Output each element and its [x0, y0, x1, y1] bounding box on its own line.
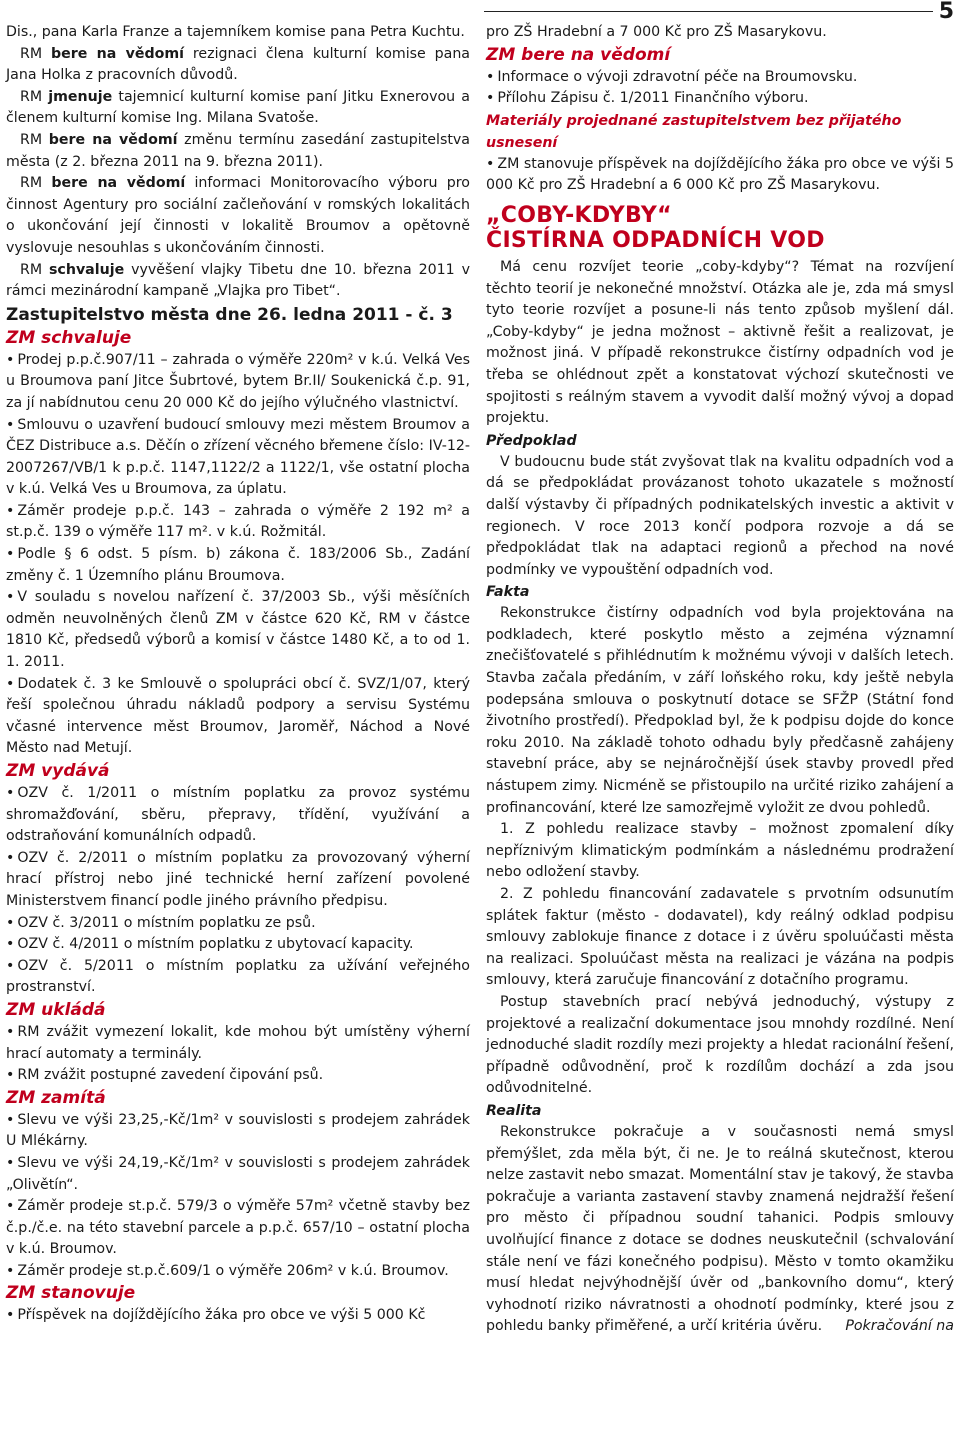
- paragraph: RM bere na vědomí rezignaci člena kulturní komise pana Jana Holka z pracovních důvodů.: [6, 45, 471, 84]
- paragraph: RM bere na vědomí informaci Monitorovacího výboru pro činnost Agentury pro sociální začleňování v romských lokalitách o ukončování její činnosti v lokalitě Broumov a opětovně vyslovuje nesouhlas s ukončováním činnosti.: [6, 175, 470, 256]
- paragraph: Rekonstrukce pokračuje a v současnosti nemá smysl přemýšlet, zda měla být, či ne. Je to reálná skutečnost, kterou nelze zastavit nebo smazat. Momentální stav je takový, že stavba pokračuje a varianta zastavení stavby znamená nejdražší řešení pro město či případnou soudní tahanici. Podpis smlouvy uvolňující finance z dotace se dodnes neuskutečnil (schvalování stále není ve fázi konečného podpisu). Město v tomto okamžiku musí hledat nejvýhodnější úvěr od „bankovního domu“, který vyhodnotí riziko návratnosti a ohodnotí podmínky, které jsou z pohledu banky přiměřené, a určí kritéria úvěru. Pokračování na: [486, 1122, 954, 1338]
- list-item: • Přílohu Zápisu č. 1/2011 Finančního výboru.: [486, 88, 954, 110]
- list-item: • OZV č. 2/2011 o místním poplatku za provozovaný výherní hrací přístroj nebo jiné technické herní zařízení povolené Ministerstvem financí podle jiného právního předpisu.: [6, 848, 470, 913]
- list-item: • Smlouvu o uzavření budoucí smlouvy mezi městem Broumov a ČEZ Distribuce a.s. Děčín o zřízení věcného břemene číslo: IV-12-2007267/VB/1 k p.p.č. 1147,1122/2 a 1122/1, vše ostatní plocha v k.ú. Velká Ves u Broumova, za úplatu.: [6, 415, 470, 501]
- paragraph: Rekonstrukce čistírny odpadních vod byla projektována na podkladech, které poskytlo město a zejména významní znečišťovatelé s přihlédnutím k možnému vývoji v dalších letech. Stavba začala předáním, v září loňského roku, kdy ještě nebyla podepsána smlouva o poskytnutí dotace se SFŽP (Státní fond životního prostředí). Předpoklad byl, že k podpisu dojde do konce roku 2010. Na základě tohoto odhadu byly předčasně zahájeny stavební práce, aby se nejnáročnější úsek stavby provedl před nástupem zimy. Nicméně se přistoupilo na určité riziko zahájení a profinancování, které lze samozřejmě vyložit ze dvou pohledů.: [486, 605, 954, 816]
- paragraph: pro ZŠ Hradební a 7 000 Kč pro ZŠ Masarykovu.: [486, 24, 827, 40]
- list-item: • OZV č. 5/2011 o místním poplatku za užívání veřejného prostranství.: [6, 956, 470, 999]
- list-item: • RM zvážit postupné zavedení čipování psů.: [6, 1065, 470, 1087]
- subheading: ZM stanovuje: [6, 1283, 136, 1304]
- continuation-note: Pokračování na: [845, 1318, 954, 1335]
- paragraph: Postup stavebních prací nebývá jednoduchý, výstupy z projektové a realizační dokumentace jsou mnohdy rozdílné. Není jednoduché sladit rozdíly mezi projekty a hledat racionální řešení, případně odůvodnění, proč k rozdílům dochází a zda jsou odůvodnitelné.: [486, 993, 954, 1097]
- list-item: • OZV č. 3/2011 o místním poplatku ze psů.: [6, 913, 470, 935]
- subheading: ZM bere na vědomí: [486, 44, 671, 65]
- article-title: ČISTÍRNA ODPADNÍCH VOD: [486, 227, 825, 253]
- section-heading: Zastupitelstvo města dne 26. ledna 2011 - č. 3: [6, 304, 453, 325]
- list-item: • Záměr prodeje st.p.č. 579/3 o výměře 57m² včetně stavby bez č.p./č.e. na této stavební parcele a p.p.č. 657/10 – ostatní plocha v k.ú. Broumov.: [6, 1196, 470, 1261]
- subheading: ZM schvaluje: [6, 327, 132, 348]
- paragraph: RM jmenuje tajemnicí kulturní komise paní Jitku Exnerovou a členem kulturní komise Ing. Milana Svatoše.: [6, 88, 471, 127]
- list-item: • Podle § 6 odst. 5 písm. b) zákona č. 183/2006 Sb., Zadání změny č. 1 Územního plánu Broumova.: [6, 544, 470, 587]
- keyword: bere na vědomí: [50, 45, 185, 62]
- list-item: • OZV č. 4/2011 o místním poplatku z ubytovací kapacity.: [6, 934, 470, 956]
- header-rule: [484, 11, 952, 12]
- keyword: bere na vědomí: [51, 175, 186, 192]
- list-item: • ZM stanovuje příspěvek na dojíždějícího žáka pro obce ve výši 5 000 Kč pro ZŠ Hradební a 6 000 Kč pro ZŠ Masarykovu.: [486, 154, 954, 197]
- list-item: • Příspěvek na dojíždějícího žáka pro obce ve výši 5 000 Kč: [6, 1305, 470, 1327]
- subheading: ZM vydává: [6, 761, 110, 781]
- article-title: „COBY-KDYBY“: [486, 202, 672, 228]
- page-number: 5: [933, 0, 954, 24]
- list-item: • Záměr prodeje st.p.č.609/1 o výměře 206m² v k.ú. Broumov.: [6, 1261, 470, 1283]
- keyword: jmenuje: [48, 88, 113, 105]
- list-item: • Informace o vývoji zdravotní péče na Broumovsku.: [486, 67, 954, 89]
- subheading: Materiály projednané zastupitelstvem bez přijatého usnesení: [486, 112, 902, 151]
- paragraph: 2. Z pohledu financování zadavatele s prvotním odsunutím splátek faktur (město - dodavatel), kdy reálný odklad podpisu smlouvy zablokuje finance z dotace i z úvěru spoluúčasti města na realizaci. Spoluúčast města na realizaci je vázána na podpis smlouvy, která zaručuje financování z dotačního programu.: [486, 886, 954, 989]
- list-item: • Záměr prodeje p.p.č. 143 – zahrada o výměře 2 192 m² a st.p.č. 139 o výměře 117 m². v k.ú. Rožmitál.: [6, 501, 470, 544]
- subheading: Předpoklad: [486, 432, 577, 449]
- paragraph: RM schvaluje vyvěšení vlajky Tibetu dne 10. března 2011 v rámci mezinárodní kampaně „Vlajka pro Tibet“.: [6, 261, 470, 300]
- paragraph: 1. Z pohledu realizace stavby – možnost zpomalení díky nepříznivým klimatickým podmínkám a následnému prodražení nebo odložení stavby.: [486, 821, 954, 881]
- list-item: • V souladu s novelou nařízení č. 37/2003 Sb., výši měsíčních odměn neuvolněných členů ZM v částce 620 Kč, RM v částce 1810 Kč, předsedů výborů a komisí v částce 1480 Kč, a to od 1. 1. 2011.: [6, 587, 470, 673]
- list-item: • Dodatek č. 3 ke Smlouvě o spolupráci obcí č. SVZ/1/07, který řeší společnou úhradu nákladů podpory a servisu Systému včasné intervence měst Broumov, Jaroměř, Náchod a Nové Město nad Metují.: [6, 674, 470, 760]
- right-column: [486, 22, 954, 1338]
- subheading: Realita: [486, 1102, 542, 1119]
- subheading: ZM zamítá: [6, 1087, 106, 1108]
- list-item: • Prodej p.p.č.907/11 – zahrada o výměře 220m² v k.ú. Velká Ves u Broumova paní Jitce Šubrtové, bytem Br.II/ Soukenická č.p. 91, za jí nabídnutou cenu 20 000 Kč do jejího výlučného vlastnictví.: [6, 350, 470, 415]
- paragraph: RM bere na vědomí změnu termínu zasedání zastupitelstva města (z 2. března 2011 na 9. března 2011).: [6, 131, 470, 170]
- subheading: Fakta: [486, 584, 530, 601]
- left-column: [6, 22, 470, 1327]
- keyword: schvaluje: [48, 261, 125, 278]
- paragraph: V budoucnu bude stát zvyšovat tlak na kvalitu odpadních vod a dá se předpokládat provázanost tohoto ukazatele s možností další výstavby či případných podnikatelských investic a aktivit v regionech. V roce 2013 končí podpora rozvoje a dá se předpokládat tlak na adaptaci regionů a přechod na nové podmínky ve vypouštění odpadních vod.: [486, 453, 954, 578]
- keyword: bere na vědomí: [48, 131, 178, 148]
- subheading: ZM ukládá: [6, 999, 106, 1020]
- paragraph: Dis., pana Karla Franze a tajemníkem komise pana Petra Kuchtu.: [6, 24, 465, 40]
- list-item: • Slevu ve výši 23,25,-Kč/1m² v souvislosti s prodejem zahrádek U Mlékárny.: [6, 1110, 470, 1153]
- list-item: • OZV č. 1/2011 o místním poplatku za provoz systému shromažďování, sběru, přepravy, třídění, využívání a odstraňování komunálních odpadů.: [6, 783, 470, 848]
- paragraph: Má cenu rozvíjet teorie „coby-kdyby“? Témat na rozvíjení těchto teorií je nekonečné množství. Otázka ale je, zda má smysl tyto teorie rozvíjet a posune-li nás tento způsob myšlení dál. „Coby-kdyby“ je jedna možnost – aktivně řešit a realizovat, je možnost jiná. V případě rekonstrukce čistírny odpadních vod je třeba se ohlédnout zpět a konstatovat výchozí skutečnosti ve spojitosti s reálným stavem a vyvodit další možný vývoj a dopad projektu.: [486, 258, 954, 427]
- list-item: • Slevu ve výši 24,19,-Kč/1m² v souvislosti s prodejem zahrádek „Olivětín“.: [6, 1153, 470, 1196]
- list-item: • RM zvážit vymezení lokalit, kde mohou být umístěny výherní hrací automaty a terminály.: [6, 1022, 470, 1065]
